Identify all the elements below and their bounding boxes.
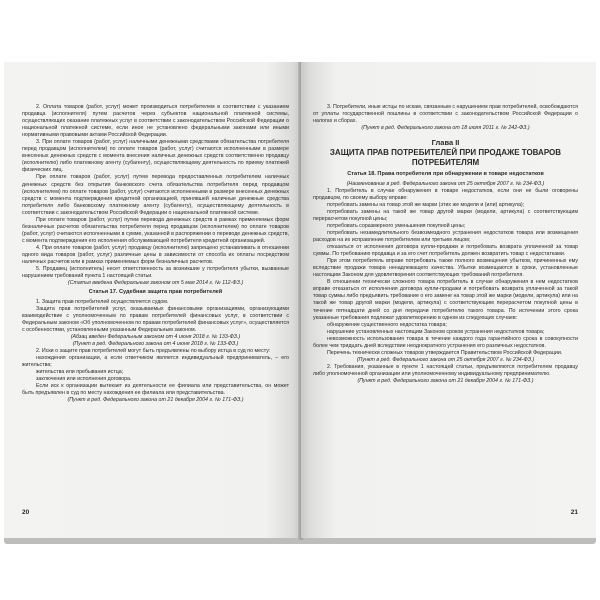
article-title: Статья 18. Права потребителя при обнаружении в товаре недостатков — [347, 171, 544, 178]
paragraph: Перечень технически сложных товаров утверждается Правительством Российской Федерации. — [327, 349, 563, 356]
paragraph: обнаружение существенного недостатка товара; — [327, 321, 447, 328]
paragraph: При оплате товаров (работ, услуг) путем перевода денежных средств в рамках применяемых форм безналичных расчетов обязательства потребителя перед продавцом (исполнителем) по оплате товаров (работ, услуг) считаются исполненными в сумме, указанной в распоряжении о переводе денежных средств, с момента подтверждения его исполнения обслуживающей потребителя кредитной организацией. — [22, 216, 289, 244]
right-page-text-top — [313, 104, 578, 132]
paragraph: заключения или исполнения договора. — [36, 376, 132, 383]
paragraph: 1. Потребитель в случае обнаружения в товаре недостатков, если они не были оговорены продавцом, по своему выбору вправе: — [313, 187, 578, 201]
paragraph: невозможность использования товара в течение каждого года гарантийного срока в совокупности более чем тридцать дней вследствие неоднократного устранения его различных недостатков. — [313, 335, 578, 349]
right-page-number: 21 — [570, 509, 578, 516]
paragraph: отказаться от исполнения договора купли-продажи и потребовать возврата уплаченной за товар суммы. По требованию продавца и за его счет потребитель должен возвратить товар с недостатками. — [313, 244, 578, 258]
amendment-note: (Пункт в ред. Федерального закона от 21 декабря 2004 г. № 171-ФЗ.) — [357, 378, 534, 384]
amendment-note: (Пункт в ред. Федерального закона от 21 декабря 2004 г. № 171-ФЗ.) — [67, 397, 244, 404]
paragraph: Защита прав потребителей услуг, оказываемых финансовыми организациями, организующими взаимодействие с уполномоченным по правам потребителей финансовых услуг, в соответствии с Федеральным законом «Об уполномоченном по правам потребителей финансовых услуг», осуществляется с особенностями, установленными указанным Федеральным законом. — [22, 305, 289, 333]
amendment-note: (Пункт в ред. Федерального закона от 18 июля 2011 г. № 242-ФЗ.) — [361, 125, 530, 132]
paragraph: 4. При оплате товаров (работ, услуг) продавцу (исполнителю) запрещено устанавливать в отношении одного вида товаров (работ, услуг) различные цены в зависимости от способа их оплаты посредством наличных расчетов или в рамках применяемых форм безналичных расчетов. — [22, 244, 289, 266]
paragraph: 3. При оплате товаров (работ, услуг) наличными денежными средствами обязательства потребителя перед продавцом (исполнителем) по оплате товаров (работ, услуг) считаются исполненными в размере внесенных денежных средств с момента внесения наличных денежных средств соответственно продавцу (исполнителю) либо платежному агенту (субагенту), осуществляющему деятельность по приему платежей физических лиц. — [22, 139, 289, 174]
left-page-text — [22, 104, 289, 404]
amendment-note: (Пункт в ред. Федерального закона от 25 октября 2007 г. № 234-ФЗ.) — [356, 356, 535, 363]
chapter-number: Глава II — [431, 138, 460, 148]
left-page-number: 20 — [22, 509, 30, 516]
right-page — [301, 62, 596, 538]
paragraph: 2. Иски о защите прав потребителей могут быть предъявлены по выбору истца в суд по месту: — [36, 348, 271, 355]
paragraph: нарушение установленных настоящим Законом сроков устранения недостатков товара; — [327, 328, 545, 335]
paragraph: 5. Продавец (исполнитель) несет ответственность за возникшие у потребителя убытки, вызванные нарушением требований пункта 1 настоящей статьи. — [22, 266, 289, 280]
article-title: Статья 17. Судебная защита прав потребителей — [88, 289, 223, 296]
left-page — [4, 62, 301, 538]
paragraph: жительства или пребывания истца; — [36, 369, 124, 376]
amendment-note: (Пункт в ред. Федерального закона от 4 июня 2018 г. № 133-ФЗ.) — [72, 341, 239, 347]
amendment-note: (Наименование в ред. Федерального закона от 25 октября 2007 г. № 234-ФЗ.) — [346, 180, 545, 187]
paragraph: 1. Защита прав потребителей осуществляется судом. — [36, 298, 169, 305]
right-page-text-bottom — [313, 171, 578, 385]
paragraph: 2. Требования, указанные в пункте 1 настоящей статьи, предъявляются потребителем продавцу либо уполномоченной организации или уполномоченному индивидуальному предпринимателю. — [313, 363, 578, 377]
paragraph: При оплате товаров (работ, услуг) путем перевода предоставленных потребителем наличных денежных средств без открытия банковского счета обязательства потребителя перед продавцом (исполнителем) по оплате товаров (работ, услуг) считаются исполненными в размере внесенных денежных средств с момента подтверждения кредитной организацией, принявшей наличные денежные средства потребителя либо банковскому платежному агенту (субагенту), осуществляющему деятельность в соответствии с законодательством Российской Федерации о национальной платежной системе. — [22, 174, 289, 216]
paragraph: нахождения организации, а если ответчиком является индивидуальный предприниматель, – его жительства; — [22, 355, 289, 369]
paragraph: потребовать соразмерного уменьшения покупной цены; — [327, 222, 466, 229]
paragraph: потребовать незамедлительного безвозмездного устранения недостатков товара или возмещения расходов на их исправление потребителем или третьим лицом; — [313, 230, 578, 244]
amendment-note: (Статья введена Федеральным законом от 5 мая 2014 г. № 112-ФЗ.) — [67, 280, 244, 287]
open-book — [4, 62, 596, 544]
paragraph: В отношении технически сложного товара потребитель в случае обнаружения в нем недостатков вправе отказаться от исполнения договора купли-продажи и потребовать возврата уплаченной за такой товар суммы либо предъявить требование о его замене на товар этой же марки (модели, артикула) или на такой же товар другой марки (модели, артикула) с соответствующим перерасчетом покупной цены в течение пятнадцати дней со дня передачи потребителю такого товара. По истечении этого срока указанные требования подлежат удовлетворению в одном из следующих случаев: — [313, 279, 578, 321]
paragraph: 2. Оплата товаров (работ, услуг) может производиться потребителем в соответствии с указанием продавца (исполнителя) путем расчетов через субъектов национальной платежной системы, осуществляющих оказание платежных услуг в соответствии с законодательством Российской Федерации о национальной платежной системе, если иное не установлено федеральными законами или иными нормативными правовыми актами Российской Федерации. — [22, 104, 289, 139]
paragraph: При этом потребитель вправе потребовать также полного возмещения убытков, причиненных ему вследствие продажи товара ненадлежащего качества. Убытки возмещаются в сроки, установленные настоящим Законом для удовлетворения соответствующих требований потребителя. — [313, 258, 578, 279]
paragraph: потребовать замены на товар этой же марки (этих же модели и (или) артикула); — [327, 201, 525, 208]
chapter-title: ЗАЩИТА ПРАВ ПОТРЕБИТЕЛЕЙ ПРИ ПРОДАЖЕ ТОВАРОВ ПОТРЕБИТЕЛЯМ — [329, 148, 562, 168]
paragraph: Если иск к организации вытекает из деятельности ее филиала или представительства, он может быть предъявлен в суд по месту нахождения ее филиала или представительства. — [22, 383, 289, 397]
paragraph: 3. Потребители, иные истцы по искам, связанным с нарушением прав потребителей, освобождаются от уплаты государственной пошлины в соответствии с законодательством Российской Федерации о налогах и сборах. — [313, 104, 578, 125]
paragraph: потребовать замены на такой же товар другой марки (модели, артикула) с соответствующим перерасчетом покупной цены; — [313, 208, 578, 222]
amendment-note: (Абзац введен Федеральным законом от 4 июня 2018 г. № 133-ФЗ.) — [70, 333, 241, 340]
